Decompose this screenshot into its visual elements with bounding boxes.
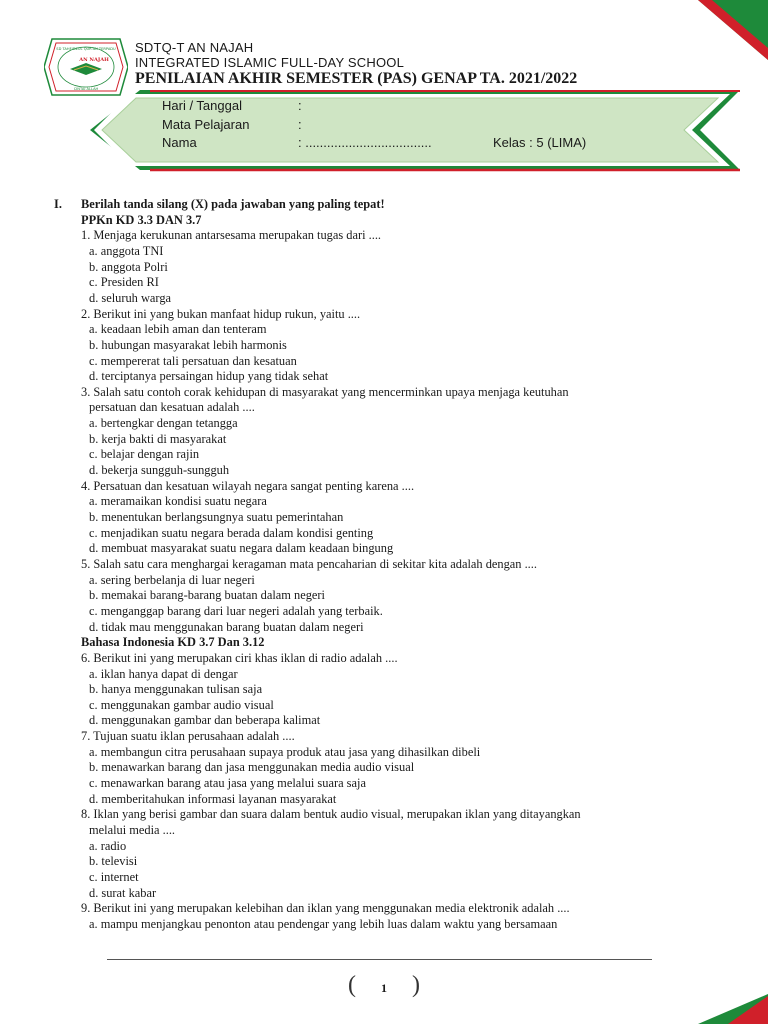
question-text-continued: persatuan dan kesatuan adalah .... [89,400,255,415]
school-type: INTEGRATED ISLAMIC FULL-DAY SCHOOL [135,55,405,70]
answer-option: b. hanya menggunakan tulisan saja [89,682,263,697]
answer-option: d. bekerja sungguh-sungguh [89,463,230,478]
answer-option: b. kerja bakti di masyarakat [89,431,227,446]
school-name: SDTQ-T AN NAJAH [135,40,254,55]
corner-decoration-bottom [698,994,768,1024]
answer-option: a. iklan hanya dapat di dengar [89,666,238,681]
answer-option: c. belajar dengan rajin [89,447,200,462]
answer-option: b. menawarkan barang dan jasa menggunakan media audio visual [89,760,415,775]
answer-option: c. internet [89,869,139,884]
subsection-title: Bahasa Indonesia KD 3.7 Dan 3.12 [81,635,265,650]
answer-option: c. Presiden RI [89,275,159,290]
hari-value: : [298,98,302,113]
answer-option: c. mempererat tali persatuan dan kesatuan [89,353,297,368]
answer-option: b. anggota Polri [89,259,168,274]
question-text: 6. Berikut ini yang merupakan ciri khas iklan di radio adalah .... [81,650,398,665]
answer-option: b. televisi [89,854,138,869]
mapel-label: Mata Pelajaran [162,117,250,132]
footer-divider [107,959,652,960]
section-instruction: Berilah tanda silang (X) pada jawaban yang paling tepat! [81,197,385,211]
nama-label: Nama [162,135,197,150]
corner-decoration-top [698,0,768,60]
logo-arc-text: SD TAHFIDZUL QUR'AN TERPADU [56,47,116,51]
question-text: 8. Iklan yang berisi gambar dan suara dalam bentuk audio visual, merupakan iklan yang ditayangkan [81,807,581,822]
question-text: 1. Menjaga kerukunan antarsesama merupakan tugas dari .... [81,228,382,243]
question-text: 7. Tujuan suatu iklan perusahaan adalah .... [81,729,295,744]
answer-option: c. menganggap barang dari luar negeri adalah yang terbaik. [89,603,383,618]
question-text: 9. Berikut ini yang merupakan kelebihan dan iklan yang menggunakan media elektronik adalah .... [81,901,570,916]
page-bracket-left: ( [348,972,356,998]
question-text: 5. Salah satu cara menghargai keragaman mata pencaharian di sekitar kita adalah dengan .... [81,556,537,571]
logo-motto: CINTAI ALLAH [73,87,99,91]
page-number-value: 1 [381,981,387,995]
question-text: 4. Persatuan dan kesatuan wilayah negara sangat penting karena .... [81,478,415,493]
answer-option: d. membuat masyarakat suatu negara dalam keadaan bingung [89,541,394,556]
logo-name: AN NAJAH [79,57,109,63]
answer-option: a. keadaan lebih aman dan tenteram [89,322,267,337]
question-text: 2. Berikut ini yang bukan manfaat hidup rukun, yaitu .... [81,306,361,321]
nama-value: : ................................... [298,135,432,150]
answer-option: d. terciptanya persaingan hidup yang tidak sehat [89,369,329,384]
question-text-continued: melalui media .... [89,823,176,837]
subsection-title: PPKn KD 3.3 DAN 3.7 [81,212,202,227]
mapel-value: : [298,117,302,132]
page-bracket-right: ) [412,972,420,998]
page-number [346,972,422,1005]
school-header [135,40,577,86]
school-logo [44,37,128,97]
answer-option: b. hubungan masyarakat lebih harmonis [89,337,287,352]
question-text: 3. Salah satu contoh corak kehidupan di masyarakat yang mencerminkan upaya menjaga keutuhan [81,384,569,399]
answer-option: a. anggota TNI [89,243,164,258]
answer-option: d. memberitahukan informasi layanan masyarakat [89,791,337,806]
answer-option: a. membangun citra perusahaan supaya produk atau jasa yang dihasilkan dibeli [89,744,481,759]
exam-title: PENILAIAN AKHIR SEMESTER (PAS) GENAP TA. 2021/2022 [135,70,578,87]
answer-option: b. memakai barang-barang buatan dalam negeri [89,588,326,603]
answer-option: a. mampu menjangkau penonton atau pendengar yang lebih luas dalam waktu yang bersamaan [89,916,558,931]
info-row-hari [162,98,302,113]
answer-option: a. sering berbelanja di luar negeri [89,572,255,587]
answer-option: c. menggunakan gambar audio visual [89,697,274,712]
section-number: I. [54,197,62,211]
hari-label: Hari / Tanggal [162,98,242,113]
answer-option: a. radio [89,838,127,853]
answer-option: d. menggunakan gambar dan beberapa kalimat [89,713,321,728]
answer-option: d. tidak mau menggunakan barang buatan dalam negeri [89,619,364,634]
answer-option: a. bertengkar dengan tetangga [89,416,238,431]
info-row-mapel [162,117,302,132]
info-row-nama [162,135,432,150]
answer-option: c. menawarkan barang atau jasa yang melalui suara saja [89,776,366,791]
answer-option: d. surat kabar [89,885,157,900]
kelas-label: Kelas : 5 (LIMA) [493,135,587,150]
answer-option: b. menentukan berlangsungnya suatu pemerintahan [89,510,344,524]
answer-option: d. seluruh warga [89,290,172,305]
answer-option: a. meramaikan kondisi suatu negara [89,494,267,509]
answer-option: c. menjadikan suatu negara berada dalam kondisi genting [89,525,374,540]
